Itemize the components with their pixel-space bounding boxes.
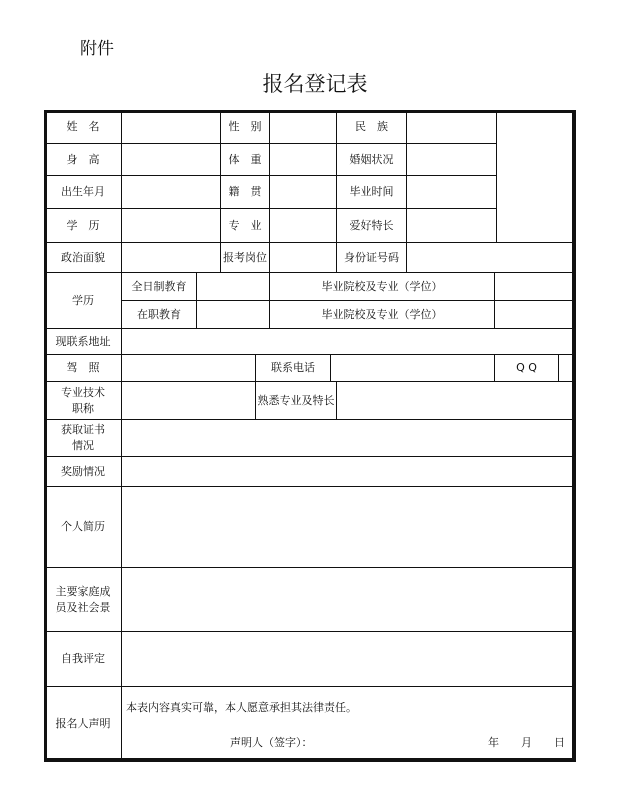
label-cert-line1: 获取证书 [61,423,105,437]
form-title: 报名登记表 [262,72,368,96]
label-qq: Q Q [495,355,559,382]
label-title-line1: 专业技术 [61,385,105,399]
label-family-line2: 员及社会景 [55,600,111,614]
label-ethnicity: 民 族 [337,111,407,144]
label-resume: 个人简历 [45,487,122,568]
label-address: 现联系地址 [45,329,122,355]
label-political: 政治面貌 [45,243,122,273]
label-license: 驾 照 [45,355,122,382]
label-awards: 奖励情况 [45,457,122,487]
label-id-number: 身份证号码 [337,243,407,273]
label-title-line2: 职称 [72,401,94,415]
date-month: 月 [521,736,532,749]
label-education: 学 历 [45,209,122,243]
label-declaration: 报名人声明 [45,687,122,762]
label-familiar: 熟悉专业及特长 [256,382,337,420]
label-school-major-fulltime: 毕业院校及专业（学位） [270,273,495,301]
label-parttime: 在职教育 [122,301,197,329]
label-fulltime: 全日制教育 [122,273,197,301]
label-edu-block: 学历 [45,273,122,329]
label-major: 专 业 [221,209,270,243]
label-name: 姓 名 [45,111,122,144]
label-weight: 体 重 [221,144,270,176]
label-school-major-parttime: 毕业院校及专业（学位） [270,301,495,329]
label-cert-line2: 情况 [72,439,94,452]
label-gender: 性 别 [221,111,270,144]
label-family-line1: 主要家庭成 [55,584,111,598]
attachment-label: 附件 [80,39,114,59]
label-hobby: 爱好特长 [337,209,407,243]
label-marital: 婚姻状况 [337,144,407,176]
label-birth: 出生年月 [45,176,122,209]
declaration-date[interactable] [488,734,565,750]
label-native: 籍 贯 [221,176,270,209]
date-day: 日 [554,736,565,749]
label-phone: 联系电话 [256,355,331,382]
label-grad-time: 毕业时间 [337,176,407,209]
date-year: 年 [488,736,499,749]
label-position: 报考岗位 [221,243,270,273]
table-outer-border [44,110,575,761]
label-height: 身 高 [45,144,122,176]
signature-field[interactable]: 声明人（签字）： [230,736,313,749]
declaration-statement: 本表内容真实可靠，本人愿意承担其法律责任。 [126,701,357,714]
label-self-eval: 自我评定 [45,632,122,687]
